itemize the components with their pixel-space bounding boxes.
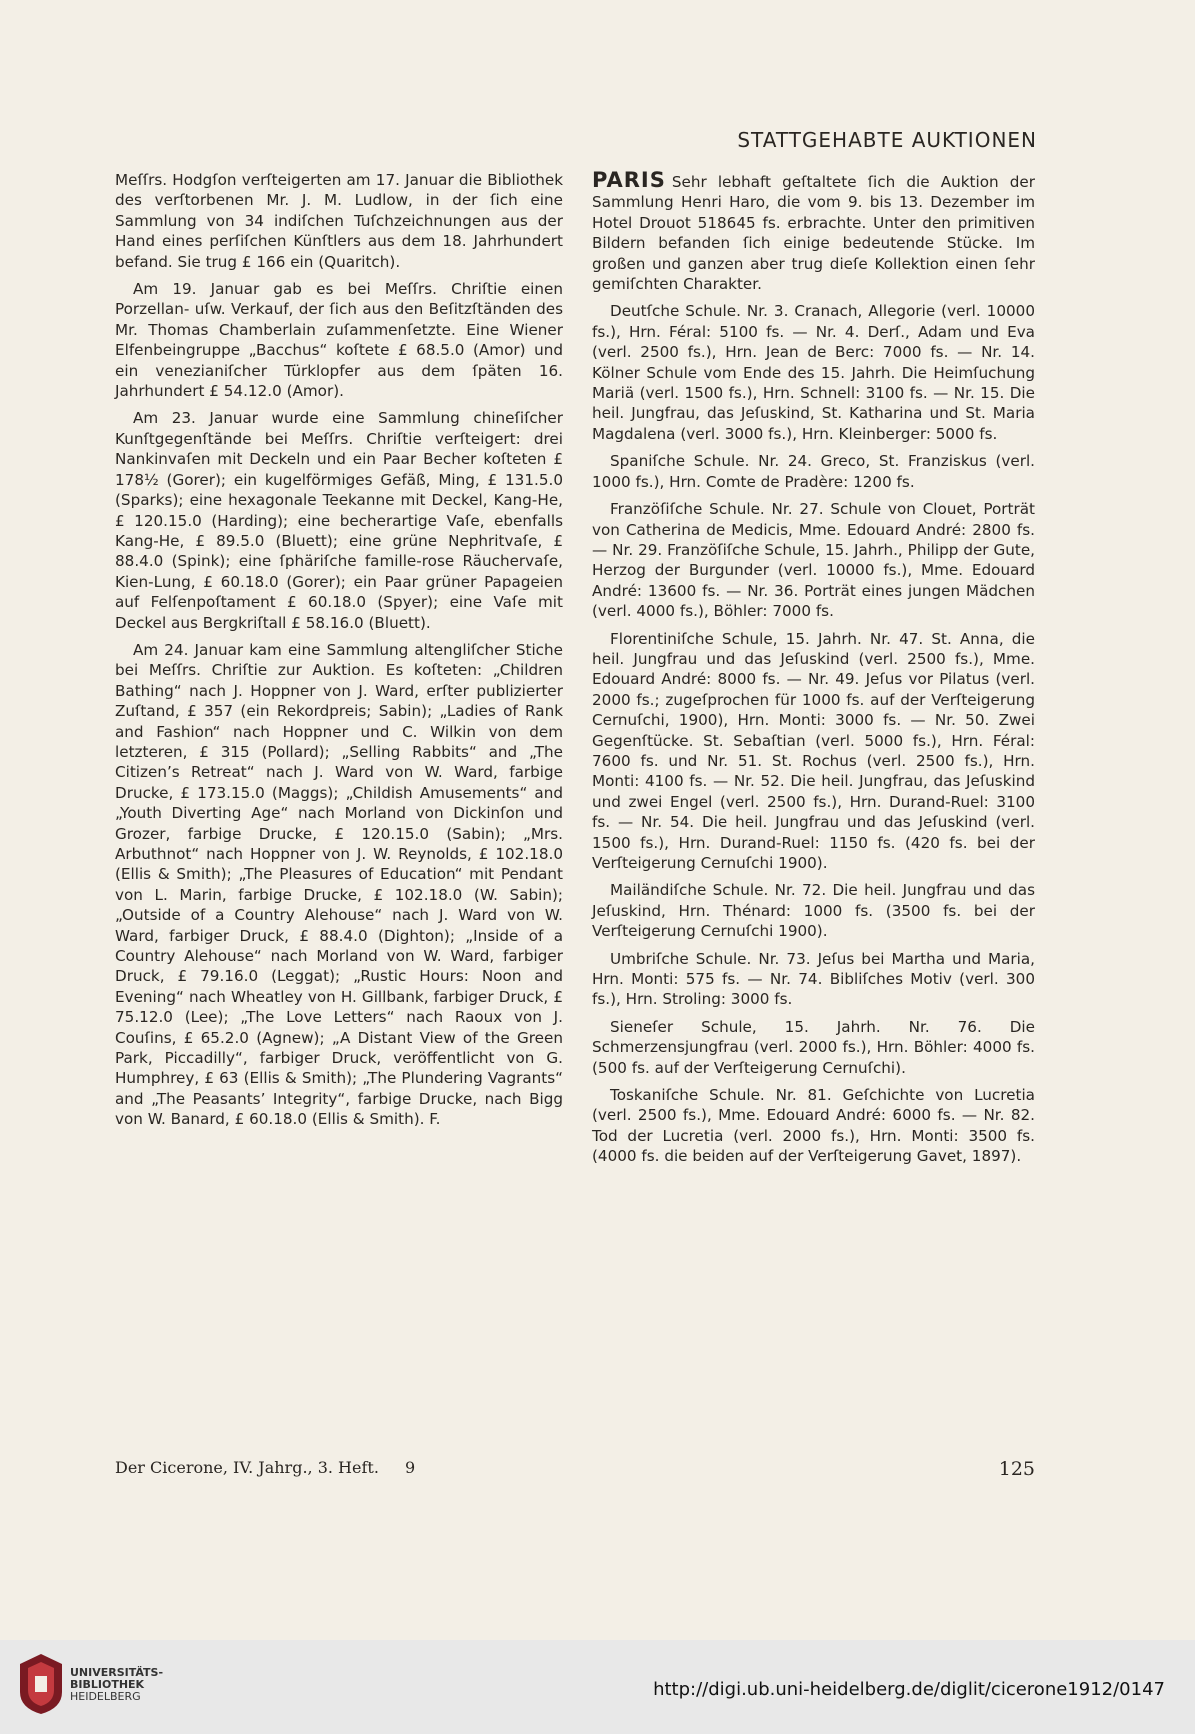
paragraph: Sieneſer Schule, 15. Jahrh. Nr. 76. Die Schmerzensjungfrau (verl. 2000 fs.), Hrn. Böhler: 4000 fs. (500 fs. auf der Verſteigerung Cernuſchi).	[592, 1017, 1035, 1077]
institution-line: UNIVERSITÄTS-	[70, 1666, 164, 1679]
journal-line: Der Cicerone, IV. Jahrg., 3. Heft.	[115, 1458, 379, 1477]
paragraph: Am 23. Januar wurde eine Sammlung chineſiſcher Kunſtgegenſtände bei Meſſrs. Chriſtie verſteigert: drei Nankinvaſen mit Deckeln und ein Paar Becher koſteten £ 178½ (Gorer); ein kugelförmiges Gefäß, Ming, £ 131.5.0 (Sparks); eine hexagonale Teekanne mit Deckel, Kang-He, £ 120.15.0 (Harding); eine becherartige Vaſe, ebenfalls Kang-He, £ 89.5.0 (Bluett); eine grüne Nephritvaſe, £ 88.4.0 (Spink); eine ſphäriſche famille-rose Räuchervaſe, Kien-Lung, £ 60.18.0 (Gorer); ein Paar grüner Papageien auf Felſenpoſtament £ 60.18.0 (Spyer); eine Vaſe mit Deckel aus Bergkriſtall £ 58.16.0 (Bluett).	[115, 409, 563, 632]
paragraph: Meſſrs. Hodgſon verſteigerten am 17. Januar die Bibliothek des verſtorbenen Mr. J. M. Ludlow, in der ſich eine Sammlung von 34 indiſchen Tuſchzeichnungen aus der Hand eines perſiſchen Künſtlers aus dem 18. Jahrhundert befand. Sie trug £ 166 ein (Quaritch).	[115, 171, 563, 271]
paragraph: Franzöſiſche Schule. Nr. 27. Schule von Clouet, Porträt von Catherina de Medicis, Mme. Edouard André: 2800 fs. — Nr. 29. Franzöſiſche Schule, 15. Jahrh., Philipp der Gute, Herzog der Burgunder (verl. 10000 fs.), Mme. Edouard André: 13600 fs. — Nr. 36. Porträt eines jungen Mädchen (verl. 4000 fs.), Böhler: 7000 fs.	[592, 500, 1035, 621]
institution-line: HEIDELBERG	[70, 1690, 141, 1703]
paragraph: Am 19. Januar gab es bei Meſſrs. Chriſtie einen Porzellan- uſw. Verkauf, der ſich aus den Beſitzſtänden des Mr. Thomas Chamberlain zuſammenſetzte. Eine Wiener Elfenbeingruppe „Bacchus“ koſtete £ 68.5.0 (Amor) und ein venezianiſcher Türklopfer aus dem ſpäten 16. Jahrhundert £ 54.12.0 (Amor).	[115, 280, 563, 401]
paragraph: Spaniſche Schule. Nr. 24. Greco, St. Franziskus (verl. 1000 fs.), Hrn. Comte de Pradère: 1200 fs.	[592, 452, 1035, 491]
city-heading: PARIS	[592, 168, 666, 192]
paragraph: Florentiniſche Schule, 15. Jahrh. Nr. 47. St. Anna, die heil. Jungfrau und das Jeſuskind (verl. 2500 fs.), Mme. Edouard André: 8000 fs. — Nr. 49. Jeſus vor Pilatus (verl. 2000 fs.; zugeſprochen für 1000 fs. auf der Verſteigerung Cernuſchi, 1900), Hrn. Monti: 3000 fs. — Nr. 50. Zwei Gegenſtücke. St. Sebaſtian (verl. 5000 fs.), Hrn. Féral: 7600 fs. und Nr. 51. St. Rochus (verl. 2500 fs.), Hrn. Monti: 4100 fs. — Nr. 52. Die heil. Jungfrau, das Jeſuskind und zwei Engel (verl. 2500 fs.), Hrn. Durand-Ruel: 3100 fs. — Nr. 54. Die heil. Jungfrau und das Jeſuskind (verl. 1500 fs.), Hrn. Durand-Ruel: 1150 fs. (420 fs. bei der Verſteigerung Cernuſchi 1900).	[592, 629, 1035, 872]
paragraph: Umbriſche Schule. Nr. 73. Jeſus bei Martha und Maria, Hrn. Monti: 575 fs. — Nr. 74. Bibliſches Motiv (verl. 300 fs.), Hrn. Stroling: 3000 fs.	[592, 949, 1035, 1009]
signature-mark: 9	[405, 1458, 416, 1477]
library-seal-icon	[18, 1652, 64, 1716]
paris-paragraph	[592, 170, 1035, 294]
right-column	[592, 170, 1035, 1174]
paragraph: Am 24. Januar kam eine Sammlung altengliſcher Stiche bei Meſſrs. Chriſtie zur Auktion. Es koſteten: „Children Bathing“ nach J. Hoppner von J. Ward, erſter publizierter Zuſtand, £ 357 (ein Rekordpreis; Sabin); „Ladies of Rank and Fashion“ nach Hoppner und C. Wilkin von dem letzteren, £ 315 (Pollard); „Selling Rabbits“ and „The Citizen’s Retreat“ nach J. Ward von W. Ward, farbige Drucke, £ 173.15.0 (Maggs); „Childish Amusements“ and „Youth Diverting Age“ nach Morland von Dickinſon und Grozer, farbige Drucke, £ 120.15.0 (Sabin); „Mrs. Arbuthnot“ nach Hoppner von J. W. Reynolds, £ 102.18.0 (Ellis & Smith); „The Pleasures of Education“ mit Pendant von L. Marin, farbige Drucke, £ 102.18.0 (W. Sabin); „Outside of a Country Alehouse“ nach J. Ward von W. Ward, farbiger Druck, £ 88.4.0 (Dighton); „Inside of a Country Alehouse“ nach Morland von W. Ward, farbiger Druck, £ 79.16.0 (Leggat); „Rustic Hours: Noon and Evening“ nach Wheatley von H. Gillbank, farbiger Druck, £ 75.12.0 (Lee); „The Love Letters“ nach Raoux von J. Couſins, £ 65.2.0 (Agnew); „A Distant View of the Green Park, Piccadilly“, farbiger Druck, veröffentlicht von G. Humphrey, £ 63 (Ellis & Smith); „The Plundering Vagrants“ and „The Peasants’ Integrity“, farbige Drucke, nach Bigg von W. Banard, £ 60.18.0 (Ellis & Smith). F.	[115, 640, 563, 1129]
paragraph: Deutſche Schule. Nr. 3. Cranach, Allegorie (verl. 10000 fs.), Hrn. Féral: 5100 fs. — Nr. 4. Derſ., Adam und Eva (verl. 2500 fs.), Hrn. Jean de Berc: 7000 fs. — Nr. 14. Kölner Schule vom Ende des 15. Jahrh. Die Heimſuchung Mariä (verl. 1500 fs.), Hrn. Schnell: 3100 fs. — Nr. 15. Die heil. Jungfrau, das Jeſuskind, St. Katharina und St. Maria Magdalena (verl. 3000 fs.), Hrn. Kleinberger: 5000 fs.	[592, 302, 1035, 443]
source-url-link[interactable]: http://digi.ub.uni-heidelberg.de/diglit/cicerone1912/0147	[653, 1679, 1165, 1700]
paragraph: Toskaniſche Schule. Nr. 81. Geſchichte von Lucretia (verl. 2500 fs.), Mme. Edouard André: 6000 fs. — Nr. 82. Tod der Lucretia (verl. 2000 fs.), Hrn. Monti: 3500 fs. (4000 fs. die beiden auf der Verſteigerung Gavet, 1897).	[592, 1086, 1035, 1166]
page-number: 125	[998, 1458, 1035, 1480]
institution-name	[70, 1667, 163, 1703]
running-head: STATTGEHABTE AUKTIONEN	[737, 128, 1037, 152]
left-column	[115, 170, 563, 1137]
institution-line: BIBLIOTHEK	[70, 1678, 145, 1691]
paragraph: Mailändiſche Schule. Nr. 72. Die heil. Jungfrau und das Jeſuskind, Hrn. Thénard: 1000 fs. (3500 fs. bei der Verſteigerung Cernuſchi 1900).	[592, 881, 1035, 941]
paragraph-text: Sehr lebhaft geſtaltete ſich die Auktion der Sammlung Henri Haro, die vom 9. bis 13. Dezember im Hotel Drouot 518645 fs. erbrachte. Unter den primitiven Bildern befanden ſich einige bedeutende Stücke. Im großen und ganzen aber trug dieſe Kollektion einen ſehr gemiſchten Charakter.	[592, 173, 1035, 294]
